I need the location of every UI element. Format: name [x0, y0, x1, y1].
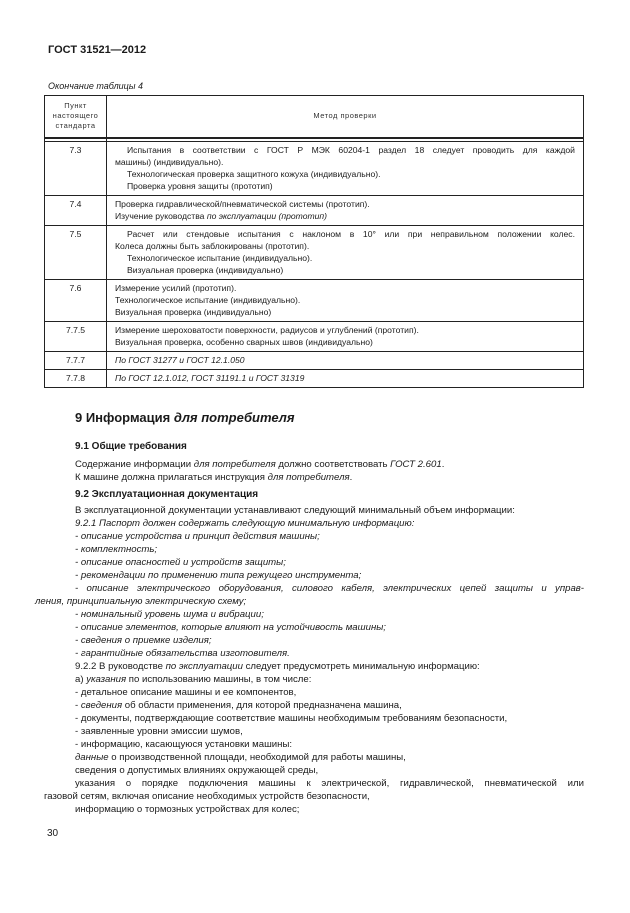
text-part: о производственной площади, необходимой для работы машины, — [108, 752, 406, 763]
method-line: Технологическое испытание (индивидуально). — [127, 253, 313, 263]
list-item: - заявленные уровни эмиссии шумов, — [75, 726, 243, 737]
method-line: Расчет или стендовые испытания с наклоном в 10° или при неправильном положении колес. — [127, 229, 575, 239]
table-row — [45, 352, 584, 370]
method-line: машины) (индивидуально). — [115, 157, 224, 167]
document-header: ГОСТ 31521—2012 — [48, 44, 147, 56]
list-item — [75, 700, 402, 711]
table-row — [45, 322, 584, 352]
list-item: - описание устройства и принцип действия машины; — [75, 531, 320, 542]
section-title-part: 9 Информация — [75, 410, 174, 425]
text-part: по использованию машины, в том числе: — [126, 674, 312, 685]
list-item: - комплектность; — [75, 544, 158, 555]
method-line: Испытания в соответствии с ГОСТ Р МЭК 60204-1 раздел 18 следует проводить для каждой — [127, 145, 575, 155]
method-line: Визуальная проверка (индивидуально) — [115, 307, 272, 317]
text-italic: данные — [75, 752, 109, 763]
paragraph-line: 9.2.1 Паспорт должен содержать следующую минимальную информацию: — [75, 518, 415, 529]
paragraph-line — [75, 661, 480, 672]
text-italic: для потребителя — [193, 459, 276, 470]
list-item: - описание опасностей и устройств защиты; — [75, 557, 286, 568]
text-italic: ГОСТ 2.601 — [390, 459, 442, 470]
col-header-clause-line: Пункт — [64, 101, 87, 111]
paragraph-line: указания о порядке подключения машины к электрической, гидравлической, пневматической или — [75, 778, 584, 789]
method-line: Измерение шероховатости поверхности, радиусов и углублений (прототип). — [115, 325, 419, 335]
method-line: Проверка уровня защиты (прототип) — [127, 181, 273, 191]
paragraph-line — [75, 752, 406, 763]
clause-number: 7.4 — [45, 196, 107, 226]
paragraph-line — [75, 674, 311, 685]
section-title-italic: для потребителя — [173, 410, 295, 425]
paragraph-line — [75, 459, 444, 470]
text-part: . — [349, 472, 353, 483]
clause-number: 7.6 — [45, 280, 107, 322]
text-italic: указания — [86, 674, 127, 685]
table-row — [45, 142, 584, 196]
paragraph-line: сведения о допустимых влияниях окружающей среды, — [75, 765, 319, 776]
method-line-part: Изучение руководства — [115, 211, 207, 221]
clause-number: 7.5 — [45, 226, 107, 280]
method-line: Измерение усилий (прототип). — [115, 283, 237, 293]
table-caption: Окончание таблицы 4 — [48, 81, 143, 91]
text-part: об области применения, для которой предназначена машина, — [122, 700, 402, 711]
paragraph-line-continuation: газовой сетям, включая описание необходимых устройств безопасности, — [44, 791, 370, 802]
method-text — [107, 196, 584, 226]
text-part: Содержание информации — [75, 459, 194, 470]
method-line: По ГОСТ 12.1.012, ГОСТ 31191.1 и ГОСТ 31319 — [115, 373, 305, 383]
text-part: а) — [75, 674, 87, 685]
text-part: К машине должна прилагаться инструкция — [75, 472, 268, 483]
clause-number: 7.7.8 — [45, 370, 107, 388]
subsection-title: 9.2 Эксплуатационная документация — [75, 489, 259, 500]
method-line: Визуальная проверка, особенно сварных швов (индивидуально) — [115, 337, 373, 347]
text-part: 9.2.2 В руководстве — [75, 661, 166, 672]
list-item: - гарантийные обязательства изготовителя. — [75, 648, 290, 659]
method-line: Визуальная проверка (индивидуально) — [127, 265, 284, 275]
method-text — [107, 352, 584, 370]
method-line: По ГОСТ 31277 и ГОСТ 12.1.050 — [115, 355, 245, 365]
list-item-continuation: ления, принципиальную электрическую схему; — [35, 596, 247, 607]
method-line: Технологическая проверка защитного кожуха (индивидуально). — [127, 169, 381, 179]
method-line: Колеса должны быть заблокированы (прототип). — [115, 241, 310, 251]
subsection-title: 9.1 Общие требования — [75, 441, 187, 452]
text-italic: по эксплуатации — [165, 661, 243, 672]
table-4 — [44, 95, 584, 388]
list-item: - документы, подтверждающие соответствие машины необходимым требованиям безопасности, — [75, 713, 508, 724]
col-header-clause-line: стандарта — [55, 121, 96, 131]
list-item: - описание электрического оборудования, силового кабеля, электрических цепей защиты и управ- — [75, 583, 584, 594]
clause-number: 7.7.7 — [45, 352, 107, 370]
paragraph-line: В эксплуатационной документации устанавливают следующий минимальный объем информации: — [75, 505, 515, 516]
method-line: Технологическое испытание (индивидуально). — [115, 295, 301, 305]
text-part: . — [441, 459, 445, 470]
method-line-italic: по эксплуатации (прототип) — [206, 211, 328, 221]
text-part: должно соответствовать — [275, 459, 391, 470]
col-header-clause-line: настоящего — [52, 111, 99, 121]
text-italic: для потребителя — [267, 472, 350, 483]
method-text — [107, 280, 584, 322]
col-header-method: Метод проверки — [107, 96, 584, 138]
method-text — [107, 370, 584, 388]
list-item: - номинальный уровень шума и вибрации; — [75, 609, 264, 620]
table-row — [45, 226, 584, 280]
paragraph-line: информацию о тормозных устройствах для колес; — [75, 804, 300, 815]
list-item: - рекомендации по применению типа режущего инструмента; — [75, 570, 362, 581]
list-item: - информацию, касающуюся установки машины: — [75, 739, 293, 750]
method-line: Проверка гидравлической/пневматической системы (прототип). — [115, 199, 370, 209]
table-row — [45, 370, 584, 388]
clause-number: 7.3 — [45, 142, 107, 196]
text-part: следует предусмотреть минимальную информацию: — [242, 661, 480, 672]
paragraph-line — [75, 472, 352, 483]
list-item: - описание элементов, которые влияют на устойчивость машины; — [75, 622, 386, 633]
text-italic: сведения — [80, 700, 123, 711]
page-number: 30 — [47, 828, 59, 839]
col-header-clause — [45, 96, 107, 138]
table-header-row — [45, 96, 584, 138]
method-line — [115, 210, 575, 222]
section-title — [75, 410, 294, 425]
method-text — [107, 142, 584, 196]
list-item: - сведения о приемке изделия; — [75, 635, 212, 646]
table-row — [45, 196, 584, 226]
text-part: - — [75, 700, 81, 711]
list-item: - детальное описание машины и ее компонентов, — [75, 687, 297, 698]
method-text — [107, 322, 584, 352]
clause-number: 7.7.5 — [45, 322, 107, 352]
table-row — [45, 280, 584, 322]
method-text — [107, 226, 584, 280]
